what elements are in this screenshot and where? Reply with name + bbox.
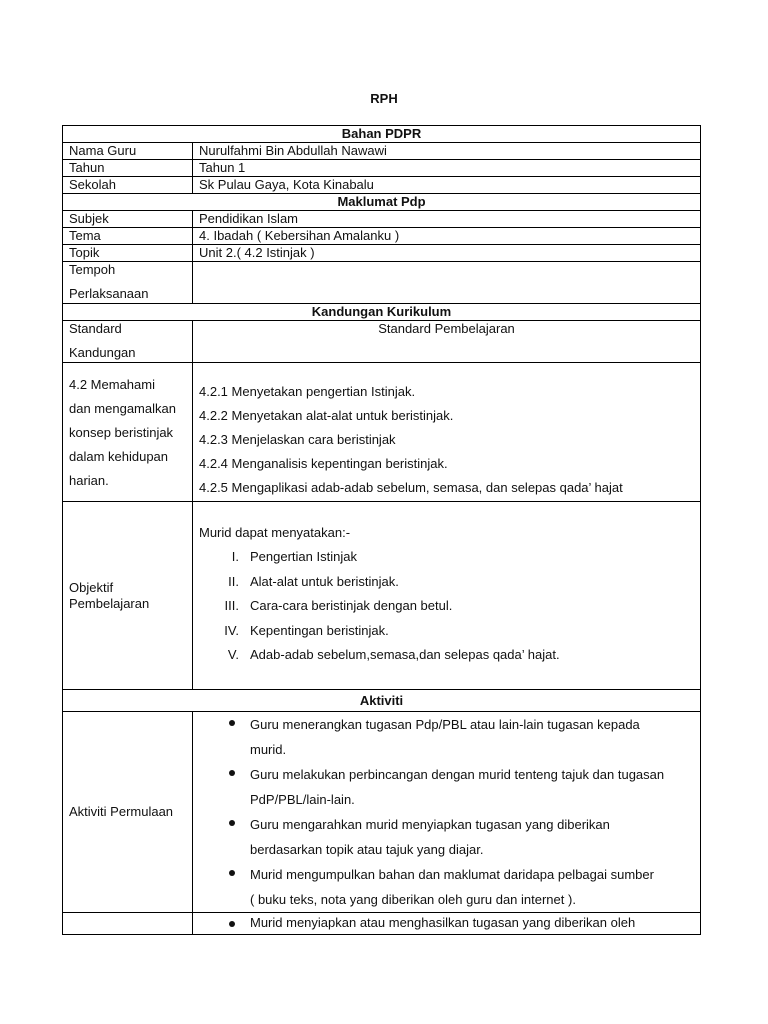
info-value: Unit 2.( 4.2 Istinjak ) xyxy=(193,245,701,262)
sk-line: harian. xyxy=(69,473,109,488)
sp-header: Standard Pembelajaran xyxy=(193,321,701,363)
aktiviti-permulaan-content xyxy=(193,712,701,913)
objektif-label-line2: Pembelajaran xyxy=(69,595,150,611)
info-row-sekolah xyxy=(63,177,701,194)
kurikulum-content-row xyxy=(63,363,701,502)
info-label: Topik xyxy=(63,245,193,262)
sk-line: dalam kehidupan xyxy=(69,449,169,464)
aktiviti-permulaan-list xyxy=(199,712,694,912)
section-row-kandungan xyxy=(63,304,701,321)
info-value: 4. Ibadah ( Kebersihan Amalanku ) xyxy=(193,228,701,245)
sk-header-line2: Kandungan xyxy=(69,345,136,360)
aktiviti-item-line: berdasarkan topik atau tajuk yang diajar. xyxy=(250,842,484,857)
aktiviti-item xyxy=(223,762,694,812)
objektif-list xyxy=(199,545,694,668)
sk-line: dan mengamalkan xyxy=(69,401,176,416)
aktiviti-next-row xyxy=(63,913,701,935)
objektif-item-number: III. xyxy=(224,598,239,613)
sp-items-cell xyxy=(193,363,701,502)
objektif-item-text: Kepentingan beristinjak. xyxy=(250,622,389,638)
section-row-bahan xyxy=(63,126,701,143)
document-title: RPH xyxy=(370,91,398,106)
tempoh-label-line1: Tempoh xyxy=(69,262,116,277)
objektif-item-number: V. xyxy=(227,647,239,662)
sk-header xyxy=(63,321,193,363)
aktiviti-next-label xyxy=(63,913,193,935)
info-label: Sekolah xyxy=(63,177,193,194)
sp-item: 4.2.4 Menganalisis kepentingan beristinjak. xyxy=(199,456,448,471)
info-value: Sk Pulau Gaya, Kota Kinabalu xyxy=(193,177,701,194)
section-row-maklumat xyxy=(63,194,701,211)
info-row-tempoh xyxy=(63,262,701,304)
aktiviti-item-line: murid. xyxy=(250,742,287,757)
objektif-label-line1: Objektif xyxy=(69,579,114,595)
info-value: Pendidikan Islam xyxy=(193,211,701,228)
aktiviti-item xyxy=(223,712,694,762)
aktiviti-item xyxy=(223,812,694,862)
sp-item: 4.2.2 Menyetakan alat-alat untuk beristinjak. xyxy=(199,408,454,423)
aktiviti-item-line: Guru melakukan perbincangan dengan murid tenteng tajuk dan tugasan xyxy=(250,767,665,782)
info-row-topik xyxy=(63,245,701,262)
sk-line: 4.2 Memahami xyxy=(69,377,155,392)
info-label xyxy=(63,262,193,304)
info-row-tema xyxy=(63,228,701,245)
info-label: Tahun xyxy=(63,160,193,177)
objektif-item-text: Pengertian Istinjak xyxy=(250,549,357,564)
sk-text xyxy=(69,373,186,493)
objektif-item-number: II. xyxy=(228,573,239,589)
objektif-item xyxy=(199,570,694,595)
sk-header-line1: Standard xyxy=(69,321,122,336)
objektif-intro: Murid dapat menyatakan:- xyxy=(199,525,351,540)
rph-table xyxy=(62,125,701,935)
kurikulum-header-row xyxy=(63,321,701,363)
aktiviti-item-line: PdP/PBL/lain-lain. xyxy=(250,792,355,807)
objektif-row xyxy=(63,502,701,690)
sp-item: 4.2.3 Menjelaskan cara beristinjak xyxy=(199,432,396,447)
aktiviti-permulaan-row xyxy=(63,712,701,913)
objektif-item xyxy=(199,643,694,668)
aktiviti-item-line: ( buku teks, nota yang diberikan oleh guru dan internet ). xyxy=(250,892,576,907)
sp-item: 4.2.1 Menyetakan pengertian Istinjak. xyxy=(199,384,416,399)
objektif-item-number: IV. xyxy=(224,622,239,638)
info-row-nama-guru xyxy=(63,143,701,160)
objektif-item xyxy=(199,545,694,570)
objektif-content xyxy=(193,502,701,690)
objektif-item xyxy=(199,619,694,644)
section-row-aktiviti xyxy=(63,690,701,712)
aktiviti-next-content xyxy=(193,913,701,935)
objektif-item-text: Cara-cara beristinjak dengan betul. xyxy=(250,598,453,613)
objektif-item-number: I. xyxy=(231,549,239,564)
aktiviti-item-line: Guru menerangkan tugasan Pdp/PBL atau lain-lain tugasan kepada xyxy=(250,717,640,732)
info-row-subjek xyxy=(63,211,701,228)
tempoh-label-line2: Perlaksanaan xyxy=(69,286,149,301)
section-header-kandungan: Kandungan Kurikulum xyxy=(63,304,701,321)
aktiviti-item xyxy=(223,862,694,912)
aktiviti-item-line: Murid mengumpulkan bahan dan maklumat daridapa pelbagai sumber xyxy=(250,867,654,882)
aktiviti-permulaan-label: Aktiviti Permulaan xyxy=(63,712,193,913)
sk-line: konsep beristinjak xyxy=(69,425,174,440)
sk-text-cell xyxy=(63,363,193,502)
objektif-item-text: Adab-adab sebelum,semasa,dan selepas qada’ hajat. xyxy=(250,647,560,662)
sp-items xyxy=(199,380,694,500)
section-header-bahan: Bahan PDPR xyxy=(63,126,701,143)
info-value: Tahun 1 xyxy=(193,160,701,177)
objektif-item-text: Alat-alat untuk beristinjak. xyxy=(250,573,399,589)
info-label: Nama Guru xyxy=(63,143,193,160)
sp-item: 4.2.5 Mengaplikasi adab-adab sebelum, semasa, dan selepas qada’ hajat xyxy=(199,480,623,495)
aktiviti-item: Murid menyiapkan atau menghasilkan tugasan yang diberikan oleh xyxy=(223,913,694,933)
section-header-maklumat: Maklumat Pdp xyxy=(63,194,701,211)
section-header-aktiviti: Aktiviti xyxy=(63,690,701,712)
info-label: Tema xyxy=(63,228,193,245)
aktiviti-item-line: Guru mengarahkan murid menyiapkan tugasan yang diberikan xyxy=(250,817,610,832)
info-label: Subjek xyxy=(63,211,193,228)
info-value xyxy=(193,262,701,304)
info-row-tahun xyxy=(63,160,701,177)
aktiviti-next-list xyxy=(199,913,694,933)
objektif-label xyxy=(63,502,193,690)
objektif-item xyxy=(199,594,694,619)
info-value: Nurulfahmi Bin Abdullah Nawawi xyxy=(193,143,701,160)
